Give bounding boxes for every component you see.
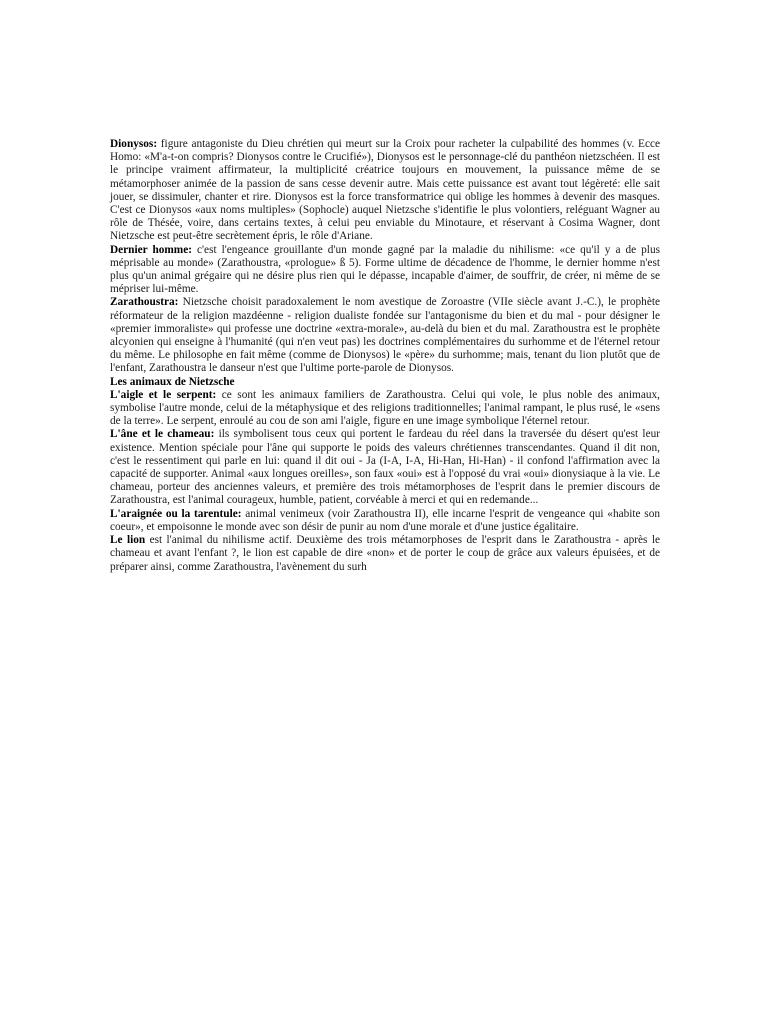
entry-zarathoustra bbox=[110, 296, 660, 375]
entry-ane-chameau bbox=[110, 428, 660, 507]
entry-term: L'âne et le chameau: bbox=[110, 428, 215, 441]
entry-araignee bbox=[110, 508, 660, 534]
entry-lion bbox=[110, 534, 660, 574]
entry-text: Nietzsche choisit paradoxalement le nom avestique de Zoroastre (VIIe siècle avant J.-C.), le prophète réformateur de la religion mazdéenne - religion dualiste fondée sur l'antagonisme du bien et du mal - pour désigner le «premier immoraliste» qui professe une doctrine «extra-morale», au-delà du bien et du mal. Zarathoustra est le prophète alcyonien qui enseigne à l'humanité (qui n'en veut pas) les doctrines complémentaires du surhomme et de l'éternel retour du même. Le philosophe en fait même (comme de Dionysos) le «père» du surhomme; mais, tenant du lion plutôt que de l'enfant, Zarathoustra le danseur n'est que l'ultime porte-parole de Dionysos. bbox=[110, 296, 660, 375]
entry-text: est l'animal du nihilisme actif. Deuxième des trois métamorphoses de l'esprit dans le Zarathoustra - après le chameau et avant l'enfant ?, le lion est capable de dire «non» et de porter le coup de grâce aux valeurs épuisées, et de préparer ainsi, comme Zarathoustra, l'avènement du surh bbox=[110, 534, 660, 573]
entry-dernier-homme bbox=[110, 244, 660, 297]
entry-aigle-serpent bbox=[110, 389, 660, 429]
document-body bbox=[110, 138, 660, 574]
section-heading: Les animaux de Nietzsche bbox=[110, 375, 235, 388]
entry-term: Dionysos: bbox=[110, 138, 158, 150]
entry-term: L'araignée ou la tarentule: bbox=[110, 507, 242, 520]
entry-dionysos bbox=[110, 138, 660, 244]
entry-text: ils symbolisent tous ceux qui portent le fardeau du réel dans la traversée du désert qu'est leur existence. Mention spéciale pour l'âne qui supporte le poids des valeurs chrétiennes transcendantes. Quand il dit non, c'est le ressentiment qui parle en lui: quand il dit oui - Ja (I-A, I-A, Hi-Han, Hi-Han) - il confond l'affirmation avec la capacité de supporter. Animal «aux longues oreilles», son faux «oui» est à l'opposé du vrai «oui» dionysiaque à la vie. Le chameau, porteur des anciennes valeurs, et première des trois métamorphoses de l'esprit dans le premier discours de Zarathoustra, est l'animal courageux, humble, patient, corvéable à merci et qui en redemande... bbox=[110, 428, 660, 507]
entry-text: ce sont les animaux familiers de Zarathoustra. Celui qui vole, le plus noble des animaux, symbolise l'autre monde, celui de la métaphysique et des religions traditionnelles; l'animal rampant, le plus rusé, le «sens de la terre». Le serpent, enroulé au cou de son ami l'aigle, figure en une image symbolique l'éternel retour. bbox=[110, 388, 660, 428]
entry-text: figure antagoniste du Dieu chrétien qui meurt sur la Croix pour racheter la culpabilité des hommes (v. Ecce Homo: «M'a-t-on compris? Dionysos contre le Crucifié»), Dionysos est le personnage-clé du panthéon nietzschéen. Il est le principe vraiment affirmateur, la multiplicité créatrice toujours en mouvement, la puissance même de se métamorphoser animée de la passion de sans cesse devenir autre. Mais cette puissance est avant tout légèreté: elle sait jouer, se dissimuler, chanter et rire. Dionysos est la force transformatrice qui oblige les hommes à devenir des masques. C'est ce Dionysos «aux noms multiples» (Sophocle) auquel Nietzsche s'identifie le plus volontiers, reléguant Wagner au rôle de Thésée, voire, dans certains textes, à celui peu enviable du Minotaure, et réservant à Cosima Wagner, dont Nietzsche est peut-être secrètement épris, le rôle d'Ariane. bbox=[110, 138, 660, 243]
entry-term: L'aigle et le serpent: bbox=[110, 388, 217, 401]
entry-term: Zarathoustra: bbox=[110, 296, 179, 309]
entry-text: c'est l'engeance grouillante d'un monde gagné par la maladie du nihilisme: «ce qu'il y a de plus méprisable au monde» (Zarathoustra, «prologue» ß 5). Forme ultime de décadence de l'homme, le dernier homme n'est plus qu'un animal grégaire qui ne désire plus rien qui le dépasse, incapable d'aimer, de souffrir, de créer, ni même de se mépriser lui-même. bbox=[110, 243, 660, 296]
entry-term: Dernier homme: bbox=[110, 243, 192, 256]
entry-term: Le lion bbox=[110, 534, 146, 547]
entry-text: animal venimeux (voir Zarathoustra II), elle incarne l'esprit de vengeance qui «habite son coeur», et empoisonne le monde avec son désir de punir au nom d'une morale et d'une justice égalitaire. bbox=[110, 507, 660, 533]
